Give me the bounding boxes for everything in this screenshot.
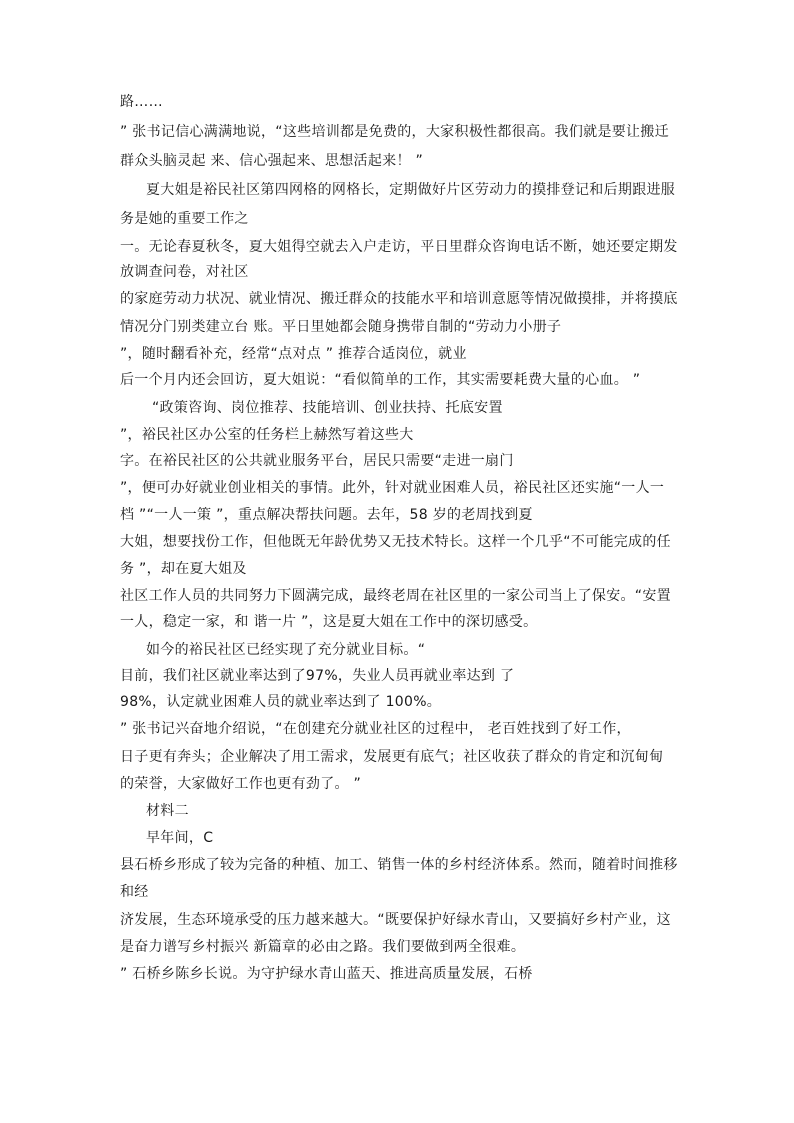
text-line: 是奋力谱写乡村振兴 新篇章的必由之路。我们要做到两全很难。 — [120, 939, 526, 955]
text-line: 目前，我们社区就业率达到了97%，失业人员再就业率达到 了 — [120, 668, 515, 684]
text-line: 路…… — [120, 94, 163, 110]
text-line: ”，裕民社区办公室的任务栏上赫然写着这些大 — [120, 427, 414, 443]
text-line: 的荣誉，大家做好工作也更有劲了。 ” — [120, 776, 362, 792]
text-line: 如今的裕民社区已经实现了充分就业目标。“ — [146, 642, 426, 658]
text-line: 和经 — [120, 884, 149, 900]
text-line: 务是她的重要工作之 — [120, 211, 249, 227]
text-line: 后一个月内还会回访，夏大姐说：“看似简单的工作，其实需要耗费大量的心血。 ” — [120, 372, 641, 388]
text-line: 一。无论春夏秋冬，夏大姐得空就去入户走访，平日里群众咨询电话不断，她还要定期发 — [120, 239, 678, 255]
text-line: 大姐，想要找份工作，但他既无年龄优势又无技术特长。这样一个几乎“不可能完成的任 — [120, 534, 671, 550]
text-line: 一人，稳定一家，和 谐一片 ”，这是夏大姐在工作中的深切感受。 — [120, 614, 538, 630]
text-line: ”，便可办好就业创业相关的事情。此外，针对就业困难人员，裕民社区还实施“一人一 — [120, 480, 665, 496]
text-line: 字。在裕民社区的公共就业服务平台，居民只需要“走进一扇门 — [120, 453, 514, 469]
text-line: 社区工作人员的共同努力下圆满完成，最终老周在社区里的一家公司当上了保安。“安置 — [120, 588, 671, 604]
text-line: 档 ”“一人一策 ”，重点解决帮扶问题。去年，58 岁的老周找到夏 — [120, 507, 533, 523]
text-line: ”，随时翻看补充，经常“点对点 ” 推荐合适岗位，就业 — [120, 346, 467, 362]
text-line: 务 ”，却在夏大姐及 — [120, 561, 247, 577]
text-line: 济发展，生态环境承受的压力越来越大。“既要保护好绿水青山，又要搞好乡村产业，这 — [120, 912, 671, 928]
text-line: ” 张书记信心满满地说，“这些培训都是免费的，大家积极性都很高。我们就是要让搬迁 — [120, 124, 669, 140]
text-line: 98%，认定就业困难人员的就业率达到了 100%。 — [120, 694, 442, 710]
text-line: 夏大姐是裕民社区第四网格的网格长，定期做好片区劳动力的摸排登记和后期跟进服 — [146, 182, 676, 198]
text-line: 群众头脑灵起 来、信心强起来、思想活起来！ ” — [120, 153, 424, 169]
text-line: 放调查问卷，对社区 — [120, 264, 249, 280]
text-line: 日子更有奔头；企业解决了用工需求，发展更有底气；社区收获了群众的肯定和沉甸甸 — [120, 749, 664, 765]
text-line: 早年间，C — [146, 830, 214, 846]
text-line: “政策咨询、岗位推荐、技能培训、创业扶持、托底安置 — [152, 400, 503, 416]
text-line: ” 石桥乡陈乡长说。为守护绿水青山蓝天、推进高质量发展，石桥 — [120, 966, 533, 982]
text-line: ” 张书记兴奋地介绍说，“在创建充分就业社区的过程中， 老百姓找到了好工作， — [120, 721, 631, 737]
text-line: 县石桥乡形成了较为完备的种植、加工、销售一体的乡村经济体系。然而，随着时间推移 — [120, 857, 678, 873]
text-line: 情况分门别类建立台 账。平日里她都会随身携带自制的“劳动力小册子 — [120, 319, 562, 335]
text-line: 的家庭劳动力状况、就业情况、搬迁群众的技能水平和培训意愿等情况做摸排，并将摸底 — [120, 291, 678, 307]
section-heading: 材料二 — [146, 803, 189, 819]
